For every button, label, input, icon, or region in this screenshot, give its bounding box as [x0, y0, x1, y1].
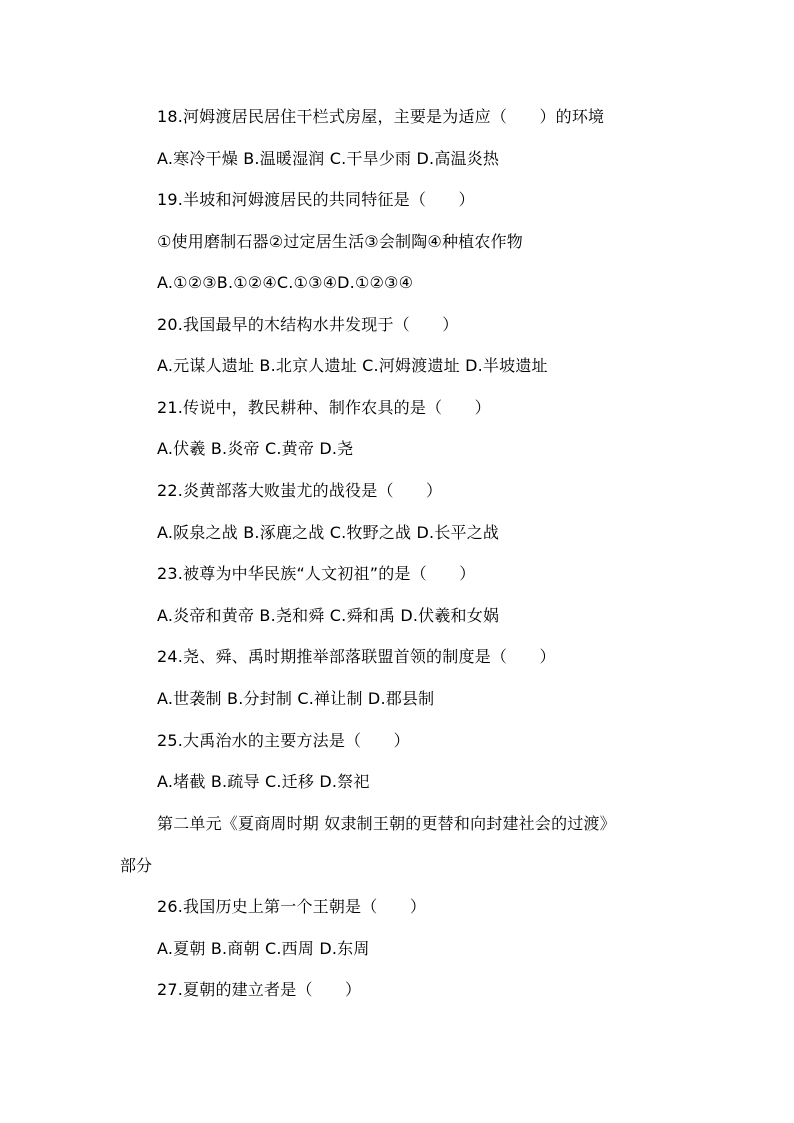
question-26-options: A.夏朝 B.商朝 C.西周 D.东周 — [157, 939, 370, 958]
question-26: 26.我国历史上第一个王朝是（ ） — [157, 897, 427, 916]
question-27: 27.夏朝的建立者是（ ） — [157, 980, 362, 999]
unit-heading-continued: 部分 — [120, 856, 153, 875]
question-19-options: A.①②③B.①②④C.①③④D.①②③④ — [157, 273, 414, 292]
question-19-statements: ①使用磨制石器②过定居生活③会制陶④种植农作物 — [157, 232, 523, 251]
question-18: 18.河姆渡居民居住干栏式房屋，主要是为适应（ ）的环境 — [157, 107, 605, 126]
question-24-options: A.世袭制 B.分封制 C.禅让制 D.郡县制 — [157, 689, 435, 708]
question-22: 22.炎黄部落大败蚩尤的战役是（ ） — [157, 481, 443, 500]
question-25: 25.大禹治水的主要方法是（ ） — [157, 731, 410, 750]
question-20: 20.我国最早的木结构水井发现于（ ） — [157, 315, 459, 334]
question-18-options: A.寒冷干燥 B.温暖湿润 C.干旱少雨 D.高温炎热 — [157, 149, 500, 168]
question-22-options: A.阪泉之战 B.涿鹿之战 C.牧野之战 D.长平之战 — [157, 523, 500, 542]
question-21-options: A.伏羲 B.炎帝 C.黄帝 D.尧 — [157, 439, 354, 458]
question-19: 19.半坡和河姆渡居民的共同特征是（ ） — [157, 190, 475, 209]
unit-heading: 第二单元《夏商周时期 奴隶制王朝的更替和向封建社会的过渡》 — [157, 814, 616, 833]
question-25-options: A.堵截 B.疏导 C.迁移 D.祭祀 — [157, 772, 370, 791]
question-23: 23.被尊为中华民族“人文初祖”的是（ ） — [157, 564, 476, 583]
question-23-options: A.炎帝和黄帝 B.尧和舜 C.舜和禹 D.伏羲和女娲 — [157, 606, 500, 625]
question-24: 24.尧、舜、禹时期推举部落联盟首领的制度是（ ） — [157, 647, 556, 666]
question-20-options: A.元谋人遗址 B.北京人遗址 C.河姆渡遗址 D.半坡遗址 — [157, 356, 548, 375]
question-21: 21.传说中，教民耕种、制作农具的是（ ） — [157, 398, 491, 417]
